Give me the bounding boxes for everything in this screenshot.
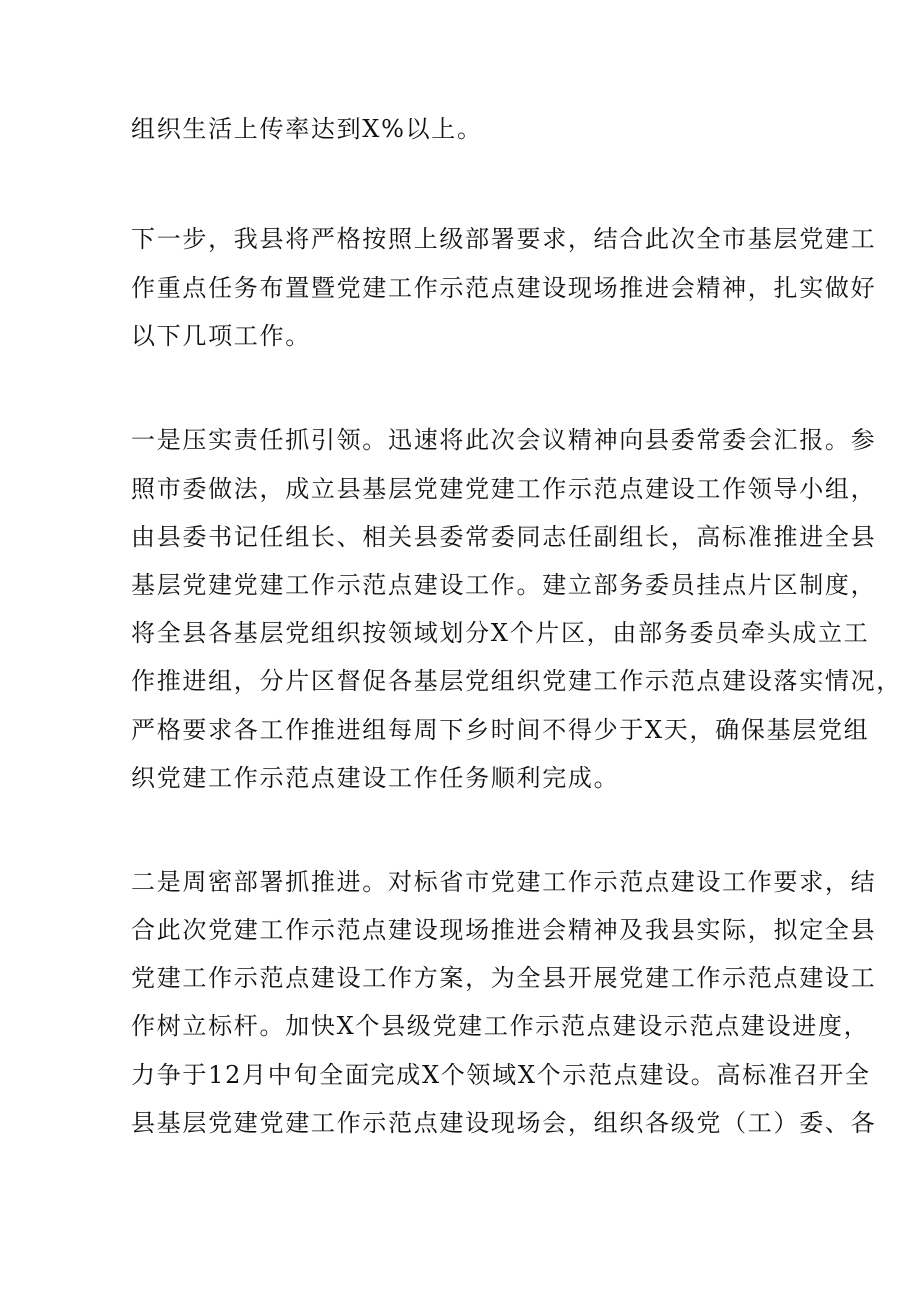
paragraph-2-line-1: 下一步，我县将严格按照上级部署要求，结合此次全市基层党建工 xyxy=(131,225,877,253)
paragraph-3-line-7: 严格要求各工作推进组每周下乡时间不得少于X天，确保基层党组 xyxy=(131,716,870,744)
paragraph-1-line-1: 组织生活上传率达到X%以上。 xyxy=(131,115,483,143)
paragraph-4-line-3: 党建工作示范点建设工作方案，为全县开展党建工作示范点建设工 xyxy=(131,964,877,992)
paragraph-3-line-4: 基层党建党建工作示范点建设工作。建立部务委员挂点片区制度， xyxy=(131,571,877,599)
paragraph-4-line-1: 二是周密部署抓推进。对标省市党建工作示范点建设工作要求，结 xyxy=(131,868,877,896)
paragraph-4-line-6: 县基层党建党建工作示范点建设现场会，组织各级党（工）委、各 xyxy=(131,1109,877,1137)
paragraph-4-line-5: 力争于12月中旬全面完成X个领域X个示范点建设。高标准召开全 xyxy=(131,1061,871,1089)
paragraph-3-line-5: 将全县各基层党组织按领域划分X个片区，由部务委员牵头成立工 xyxy=(131,619,870,647)
paragraph-4-line-4: 作树立标杆。加快X个县级党建工作示范点建设示范点建设进度， xyxy=(131,1012,870,1040)
paragraph-3-line-6: 作推进组，分片区督促各基层党组织党建工作示范点建设落实情况， xyxy=(131,667,902,695)
paragraph-3-line-3: 由县委书记任组长、相关县委常委同志任副组长，高标准推进全县 xyxy=(131,523,877,551)
paragraph-4-line-2: 合此次党建工作示范点建设现场推进会精神及我县实际，拟定全县 xyxy=(131,916,877,944)
paragraph-3-line-1: 一是压实责任抓引领。迅速将此次会议精神向县委常委会汇报。参 xyxy=(131,426,877,454)
paragraph-2-line-2: 作重点任务布置暨党建工作示范点建设现场推进会精神，扎实做好 xyxy=(131,274,877,302)
paragraph-3-line-2: 照市委做法，成立县基层党建党建工作示范点建设工作领导小组， xyxy=(131,475,877,503)
paragraph-3-line-8: 织党建工作示范点建设工作任务顺利完成。 xyxy=(131,764,620,792)
paragraph-2-line-3: 以下几项工作。 xyxy=(131,322,311,350)
